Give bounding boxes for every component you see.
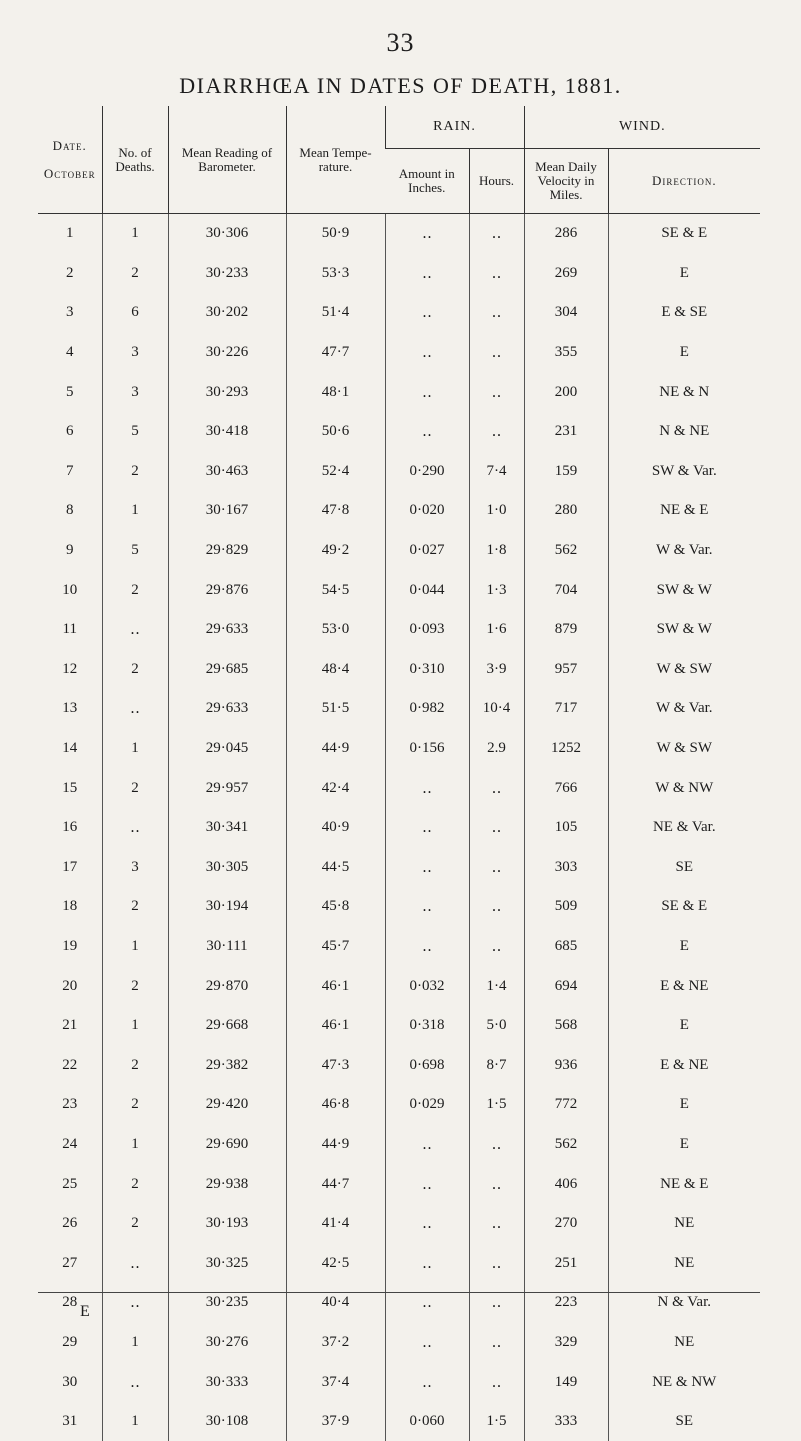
header-wind-velocity: Mean Daily Velocity in Miles. xyxy=(524,149,608,214)
cell-temperature: 52·4 xyxy=(286,452,385,492)
cell-wind-direction: W & Var. xyxy=(608,689,760,729)
cell-wind-velocity: 149 xyxy=(524,1362,608,1402)
cell-temperature: 47·8 xyxy=(286,491,385,531)
header-deaths: No. of Deaths. xyxy=(102,106,168,214)
cell-wind-direction: NE & E xyxy=(608,491,760,531)
cell-temperature: 53·3 xyxy=(286,254,385,294)
cell-deaths: 2 xyxy=(102,254,168,294)
cell-rain-amount: ‥ xyxy=(385,848,469,888)
cell-barometer: 30·293 xyxy=(168,372,286,412)
cell-barometer: 29·633 xyxy=(168,689,286,729)
table-row xyxy=(38,1006,760,1046)
cell-barometer: 30·276 xyxy=(168,1323,286,1363)
cell-temperature: 46·1 xyxy=(286,966,385,1006)
cell-deaths: 2 xyxy=(102,452,168,492)
cell-date: 30 xyxy=(38,1362,102,1402)
cell-barometer: 30·463 xyxy=(168,452,286,492)
cell-temperature: 44·5 xyxy=(286,848,385,888)
cell-date: 23 xyxy=(38,1085,102,1125)
table-row xyxy=(38,293,760,333)
cell-wind-direction: SW & W xyxy=(608,610,760,650)
cell-barometer: 30·325 xyxy=(168,1243,286,1283)
table-row xyxy=(38,491,760,531)
cell-temperature: 50·9 xyxy=(286,214,385,254)
cell-temperature: 45·8 xyxy=(286,887,385,927)
cell-deaths: ‥ xyxy=(102,1243,168,1283)
cell-rain-hours: ‥ xyxy=(469,254,524,294)
cell-barometer: 30·305 xyxy=(168,848,286,888)
cell-rain-hours: ‥ xyxy=(469,848,524,888)
cell-rain-hours: 1·5 xyxy=(469,1402,524,1441)
cell-temperature: 42·5 xyxy=(286,1243,385,1283)
cell-wind-velocity: 355 xyxy=(524,333,608,373)
cell-deaths: ‥ xyxy=(102,1283,168,1323)
cell-barometer: 30·194 xyxy=(168,887,286,927)
cell-rain-hours: 1·3 xyxy=(469,570,524,610)
table-row xyxy=(38,887,760,927)
cell-date: 19 xyxy=(38,927,102,967)
cell-deaths: 2 xyxy=(102,1085,168,1125)
cell-wind-direction: NE & N xyxy=(608,372,760,412)
cell-date: 2 xyxy=(38,254,102,294)
cell-rain-amount: 0·032 xyxy=(385,966,469,1006)
cell-barometer: 29·382 xyxy=(168,1045,286,1085)
cell-deaths: 1 xyxy=(102,214,168,254)
cell-temperature: 50·6 xyxy=(286,412,385,452)
page-title: DIARRHŒA IN DATES OF DEATH, 1881. xyxy=(0,73,801,99)
cell-rain-amount: ‥ xyxy=(385,1323,469,1363)
header-barometer: Mean Reading of Barometer. xyxy=(168,106,286,214)
cell-barometer: 29·829 xyxy=(168,531,286,571)
cell-barometer: 29·420 xyxy=(168,1085,286,1125)
cell-temperature: 41·4 xyxy=(286,1204,385,1244)
table-row xyxy=(38,650,760,690)
cell-rain-hours: ‥ xyxy=(469,1164,524,1204)
cell-barometer: 30·341 xyxy=(168,808,286,848)
table-row xyxy=(38,1164,760,1204)
cell-rain-amount: 0·290 xyxy=(385,452,469,492)
cell-barometer: 30·233 xyxy=(168,254,286,294)
cell-temperature: 40·4 xyxy=(286,1283,385,1323)
table-row xyxy=(38,768,760,808)
cell-wind-velocity: 329 xyxy=(524,1323,608,1363)
cell-temperature: 48·4 xyxy=(286,650,385,690)
table-row xyxy=(38,531,760,571)
cell-wind-velocity: 200 xyxy=(524,372,608,412)
cell-date: 16 xyxy=(38,808,102,848)
cell-wind-direction: E xyxy=(608,333,760,373)
cell-barometer: 30·306 xyxy=(168,214,286,254)
cell-barometer: 30·418 xyxy=(168,412,286,452)
table-row xyxy=(38,1045,760,1085)
cell-date: 22 xyxy=(38,1045,102,1085)
cell-rain-amount: ‥ xyxy=(385,333,469,373)
cell-deaths: 1 xyxy=(102,491,168,531)
cell-rain-hours: ‥ xyxy=(469,1283,524,1323)
cell-rain-amount: 0·060 xyxy=(385,1402,469,1441)
cell-date: 8 xyxy=(38,491,102,531)
cell-wind-direction: NE xyxy=(608,1323,760,1363)
cell-barometer: 29·668 xyxy=(168,1006,286,1046)
cell-rain-amount: 0·318 xyxy=(385,1006,469,1046)
cell-rain-amount: ‥ xyxy=(385,1362,469,1402)
table-row xyxy=(38,808,760,848)
cell-rain-hours: 1·6 xyxy=(469,610,524,650)
table-row xyxy=(38,927,760,967)
cell-date: 11 xyxy=(38,610,102,650)
cell-wind-direction: E xyxy=(608,927,760,967)
table-row xyxy=(38,372,760,412)
cell-temperature: 37·4 xyxy=(286,1362,385,1402)
cell-rain-amount: ‥ xyxy=(385,1283,469,1323)
table-row xyxy=(38,966,760,1006)
cell-wind-velocity: 105 xyxy=(524,808,608,848)
cell-rain-hours: ‥ xyxy=(469,372,524,412)
cell-rain-hours: 8·7 xyxy=(469,1045,524,1085)
cell-rain-hours: 1·0 xyxy=(469,491,524,531)
cell-wind-velocity: 509 xyxy=(524,887,608,927)
cell-rain-amount: 0·044 xyxy=(385,570,469,610)
cell-rain-amount: ‥ xyxy=(385,1204,469,1244)
cell-wind-velocity: 766 xyxy=(524,768,608,808)
cell-temperature: 44·9 xyxy=(286,1125,385,1165)
cell-wind-velocity: 1252 xyxy=(524,729,608,769)
cell-wind-velocity: 406 xyxy=(524,1164,608,1204)
cell-wind-velocity: 694 xyxy=(524,966,608,1006)
cell-rain-hours: 1·8 xyxy=(469,531,524,571)
cell-wind-velocity: 568 xyxy=(524,1006,608,1046)
cell-rain-amount: 0·029 xyxy=(385,1085,469,1125)
cell-temperature: 37·9 xyxy=(286,1402,385,1441)
cell-rain-amount: 0·310 xyxy=(385,650,469,690)
cell-deaths: ‥ xyxy=(102,1362,168,1402)
table-row xyxy=(38,1362,760,1402)
cell-temperature: 47·3 xyxy=(286,1045,385,1085)
table-row xyxy=(38,1085,760,1125)
cell-temperature: 46·1 xyxy=(286,1006,385,1046)
cell-barometer: 29·045 xyxy=(168,729,286,769)
cell-rain-hours: 1·4 xyxy=(469,966,524,1006)
cell-rain-hours: ‥ xyxy=(469,412,524,452)
cell-date: 21 xyxy=(38,1006,102,1046)
cell-date: 13 xyxy=(38,689,102,729)
cell-rain-amount: ‥ xyxy=(385,768,469,808)
cell-deaths: 3 xyxy=(102,372,168,412)
cell-wind-direction: E & SE xyxy=(608,293,760,333)
cell-wind-velocity: 957 xyxy=(524,650,608,690)
cell-wind-direction: SE & E xyxy=(608,887,760,927)
cell-date: 28 xyxy=(38,1283,102,1323)
cell-rain-amount: ‥ xyxy=(385,1164,469,1204)
cell-rain-hours: 2.9 xyxy=(469,729,524,769)
cell-wind-direction: SW & Var. xyxy=(608,452,760,492)
cell-deaths: 2 xyxy=(102,1204,168,1244)
cell-temperature: 51·4 xyxy=(286,293,385,333)
cell-wind-velocity: 269 xyxy=(524,254,608,294)
table-row xyxy=(38,254,760,294)
cell-wind-direction: NE & Var. xyxy=(608,808,760,848)
bottom-rule xyxy=(38,1292,760,1293)
page-number: 33 xyxy=(0,28,801,58)
cell-temperature: 44·9 xyxy=(286,729,385,769)
cell-deaths: 2 xyxy=(102,570,168,610)
cell-wind-velocity: 685 xyxy=(524,927,608,967)
cell-deaths: 2 xyxy=(102,650,168,690)
cell-wind-velocity: 231 xyxy=(524,412,608,452)
cell-wind-velocity: 772 xyxy=(524,1085,608,1125)
cell-date: 5 xyxy=(38,372,102,412)
cell-date: 1 xyxy=(38,214,102,254)
signature-mark: E xyxy=(80,1303,90,1321)
cell-date: 18 xyxy=(38,887,102,927)
cell-date: 27 xyxy=(38,1243,102,1283)
header-date xyxy=(38,106,102,214)
cell-wind-direction: E xyxy=(608,1125,760,1165)
cell-deaths: 1 xyxy=(102,1323,168,1363)
cell-wind-direction: E xyxy=(608,1006,760,1046)
table-row xyxy=(38,1204,760,1244)
cell-date: 25 xyxy=(38,1164,102,1204)
cell-date: 29 xyxy=(38,1323,102,1363)
cell-barometer: 29·938 xyxy=(168,1164,286,1204)
cell-temperature: 42·4 xyxy=(286,768,385,808)
cell-wind-direction: SE & E xyxy=(608,214,760,254)
cell-rain-amount: ‥ xyxy=(385,808,469,848)
cell-temperature: 53·0 xyxy=(286,610,385,650)
cell-wind-velocity: 717 xyxy=(524,689,608,729)
table-row xyxy=(38,452,760,492)
cell-temperature: 48·1 xyxy=(286,372,385,412)
cell-date: 15 xyxy=(38,768,102,808)
cell-rain-hours: 10·4 xyxy=(469,689,524,729)
cell-wind-direction: E xyxy=(608,1085,760,1125)
cell-rain-amount: ‥ xyxy=(385,293,469,333)
cell-wind-direction: E & NE xyxy=(608,966,760,1006)
cell-deaths: 1 xyxy=(102,729,168,769)
cell-wind-velocity: 704 xyxy=(524,570,608,610)
cell-deaths: 2 xyxy=(102,1164,168,1204)
cell-rain-hours: 5·0 xyxy=(469,1006,524,1046)
cell-deaths: 3 xyxy=(102,848,168,888)
cell-wind-direction: W & NW xyxy=(608,768,760,808)
cell-temperature: 45·7 xyxy=(286,927,385,967)
cell-barometer: 30·333 xyxy=(168,1362,286,1402)
cell-rain-amount: 0·698 xyxy=(385,1045,469,1085)
cell-rain-amount: ‥ xyxy=(385,254,469,294)
cell-rain-amount: 0·156 xyxy=(385,729,469,769)
cell-rain-hours: ‥ xyxy=(469,214,524,254)
cell-wind-direction: W & Var. xyxy=(608,531,760,571)
cell-date: 10 xyxy=(38,570,102,610)
cell-date: 7 xyxy=(38,452,102,492)
table-row xyxy=(38,412,760,452)
cell-deaths: 5 xyxy=(102,531,168,571)
cell-rain-hours: ‥ xyxy=(469,887,524,927)
cell-rain-hours: ‥ xyxy=(469,333,524,373)
cell-rain-amount: ‥ xyxy=(385,887,469,927)
cell-wind-velocity: 562 xyxy=(524,1125,608,1165)
cell-date: 20 xyxy=(38,966,102,1006)
cell-wind-velocity: 562 xyxy=(524,531,608,571)
cell-wind-velocity: 303 xyxy=(524,848,608,888)
header-wind-direction: Direction. xyxy=(608,149,760,214)
cell-barometer: 30·226 xyxy=(168,333,286,373)
cell-wind-direction: SE xyxy=(608,1402,760,1441)
cell-wind-velocity: 333 xyxy=(524,1402,608,1441)
table-body xyxy=(38,214,760,1441)
cell-rain-hours: ‥ xyxy=(469,1323,524,1363)
cell-wind-direction: NE & NW xyxy=(608,1362,760,1402)
cell-deaths: 2 xyxy=(102,887,168,927)
cell-rain-hours: 1·5 xyxy=(469,1085,524,1125)
cell-wind-direction: NE & E xyxy=(608,1164,760,1204)
cell-rain-amount: 0·093 xyxy=(385,610,469,650)
header-wind-group: WIND. xyxy=(524,106,760,149)
table-row xyxy=(38,1402,760,1441)
header-rain-amount: Amount in Inches. xyxy=(385,149,469,214)
cell-barometer: 29·633 xyxy=(168,610,286,650)
cell-barometer: 29·690 xyxy=(168,1125,286,1165)
cell-temperature: 47·7 xyxy=(286,333,385,373)
header-rain-hours: Hours. xyxy=(469,149,524,214)
cell-barometer: 30·167 xyxy=(168,491,286,531)
cell-deaths: 5 xyxy=(102,412,168,452)
cell-wind-velocity: 879 xyxy=(524,610,608,650)
cell-date: 6 xyxy=(38,412,102,452)
cell-temperature: 49·2 xyxy=(286,531,385,571)
cell-rain-hours: ‥ xyxy=(469,768,524,808)
table-row xyxy=(38,848,760,888)
cell-wind-velocity: 286 xyxy=(524,214,608,254)
cell-barometer: 29·957 xyxy=(168,768,286,808)
cell-rain-hours: ‥ xyxy=(469,1243,524,1283)
cell-deaths: ‥ xyxy=(102,808,168,848)
table-row xyxy=(38,1243,760,1283)
table-row xyxy=(38,333,760,373)
cell-temperature: 37·2 xyxy=(286,1323,385,1363)
cell-rain-hours: ‥ xyxy=(469,927,524,967)
cell-rain-hours: 3·9 xyxy=(469,650,524,690)
cell-rain-amount: ‥ xyxy=(385,214,469,254)
cell-wind-velocity: 251 xyxy=(524,1243,608,1283)
cell-deaths: 3 xyxy=(102,333,168,373)
header-temperature: Mean Tempe-rature. xyxy=(286,106,385,214)
cell-wind-direction: SE xyxy=(608,848,760,888)
cell-rain-amount: ‥ xyxy=(385,927,469,967)
cell-rain-hours: ‥ xyxy=(469,293,524,333)
cell-date: 12 xyxy=(38,650,102,690)
table-row xyxy=(38,689,760,729)
cell-date: 9 xyxy=(38,531,102,571)
cell-deaths: ‥ xyxy=(102,689,168,729)
cell-barometer: 29·685 xyxy=(168,650,286,690)
cell-deaths: 1 xyxy=(102,1402,168,1441)
cell-wind-direction: W & SW xyxy=(608,729,760,769)
table-row xyxy=(38,570,760,610)
cell-wind-direction: NE xyxy=(608,1243,760,1283)
cell-rain-amount: ‥ xyxy=(385,412,469,452)
cell-wind-velocity: 280 xyxy=(524,491,608,531)
cell-deaths: 2 xyxy=(102,966,168,1006)
cell-temperature: 51·5 xyxy=(286,689,385,729)
cell-rain-amount: 0·027 xyxy=(385,531,469,571)
cell-wind-velocity: 223 xyxy=(524,1283,608,1323)
cell-wind-velocity: 159 xyxy=(524,452,608,492)
cell-date: 17 xyxy=(38,848,102,888)
cell-temperature: 40·9 xyxy=(286,808,385,848)
cell-date: 26 xyxy=(38,1204,102,1244)
header-month-label: October xyxy=(40,167,100,181)
cell-barometer: 29·870 xyxy=(168,966,286,1006)
cell-rain-hours: ‥ xyxy=(469,808,524,848)
cell-rain-hours: ‥ xyxy=(469,1362,524,1402)
cell-temperature: 44·7 xyxy=(286,1164,385,1204)
cell-deaths: 1 xyxy=(102,1006,168,1046)
cell-temperature: 54·5 xyxy=(286,570,385,610)
cell-wind-velocity: 304 xyxy=(524,293,608,333)
cell-deaths: 2 xyxy=(102,768,168,808)
cell-wind-direction: N & NE xyxy=(608,412,760,452)
table-row xyxy=(38,214,760,254)
cell-wind-direction: SW & W xyxy=(608,570,760,610)
cell-temperature: 46·8 xyxy=(286,1085,385,1125)
table-row xyxy=(38,1125,760,1165)
cell-barometer: 30·111 xyxy=(168,927,286,967)
table-row xyxy=(38,729,760,769)
cell-deaths: ‥ xyxy=(102,610,168,650)
cell-date: 31 xyxy=(38,1402,102,1441)
cell-wind-direction: NE xyxy=(608,1204,760,1244)
weather-deaths-table xyxy=(38,106,760,1441)
cell-rain-hours: ‥ xyxy=(469,1204,524,1244)
cell-wind-direction: N & Var. xyxy=(608,1283,760,1323)
cell-barometer: 29·876 xyxy=(168,570,286,610)
cell-rain-amount: ‥ xyxy=(385,1243,469,1283)
cell-date: 14 xyxy=(38,729,102,769)
cell-wind-direction: E xyxy=(608,254,760,294)
header-date-label: Date. xyxy=(40,139,100,153)
cell-deaths: 1 xyxy=(102,927,168,967)
cell-rain-amount: 0·982 xyxy=(385,689,469,729)
cell-deaths: 1 xyxy=(102,1125,168,1165)
cell-barometer: 30·235 xyxy=(168,1283,286,1323)
table-row xyxy=(38,610,760,650)
table-row xyxy=(38,1283,760,1323)
cell-wind-velocity: 270 xyxy=(524,1204,608,1244)
header-rain-group: RAIN. xyxy=(385,106,524,149)
cell-wind-velocity: 936 xyxy=(524,1045,608,1085)
cell-deaths: 6 xyxy=(102,293,168,333)
table-row xyxy=(38,1323,760,1363)
cell-barometer: 30·202 xyxy=(168,293,286,333)
cell-rain-amount: 0·020 xyxy=(385,491,469,531)
cell-barometer: 30·193 xyxy=(168,1204,286,1244)
cell-rain-hours: ‥ xyxy=(469,1125,524,1165)
cell-rain-hours: 7·4 xyxy=(469,452,524,492)
cell-rain-amount: ‥ xyxy=(385,372,469,412)
cell-rain-amount: ‥ xyxy=(385,1125,469,1165)
cell-date: 24 xyxy=(38,1125,102,1165)
cell-wind-direction: W & SW xyxy=(608,650,760,690)
cell-barometer: 30·108 xyxy=(168,1402,286,1441)
cell-deaths: 2 xyxy=(102,1045,168,1085)
cell-date: 4 xyxy=(38,333,102,373)
cell-wind-direction: E & NE xyxy=(608,1045,760,1085)
cell-date: 3 xyxy=(38,293,102,333)
